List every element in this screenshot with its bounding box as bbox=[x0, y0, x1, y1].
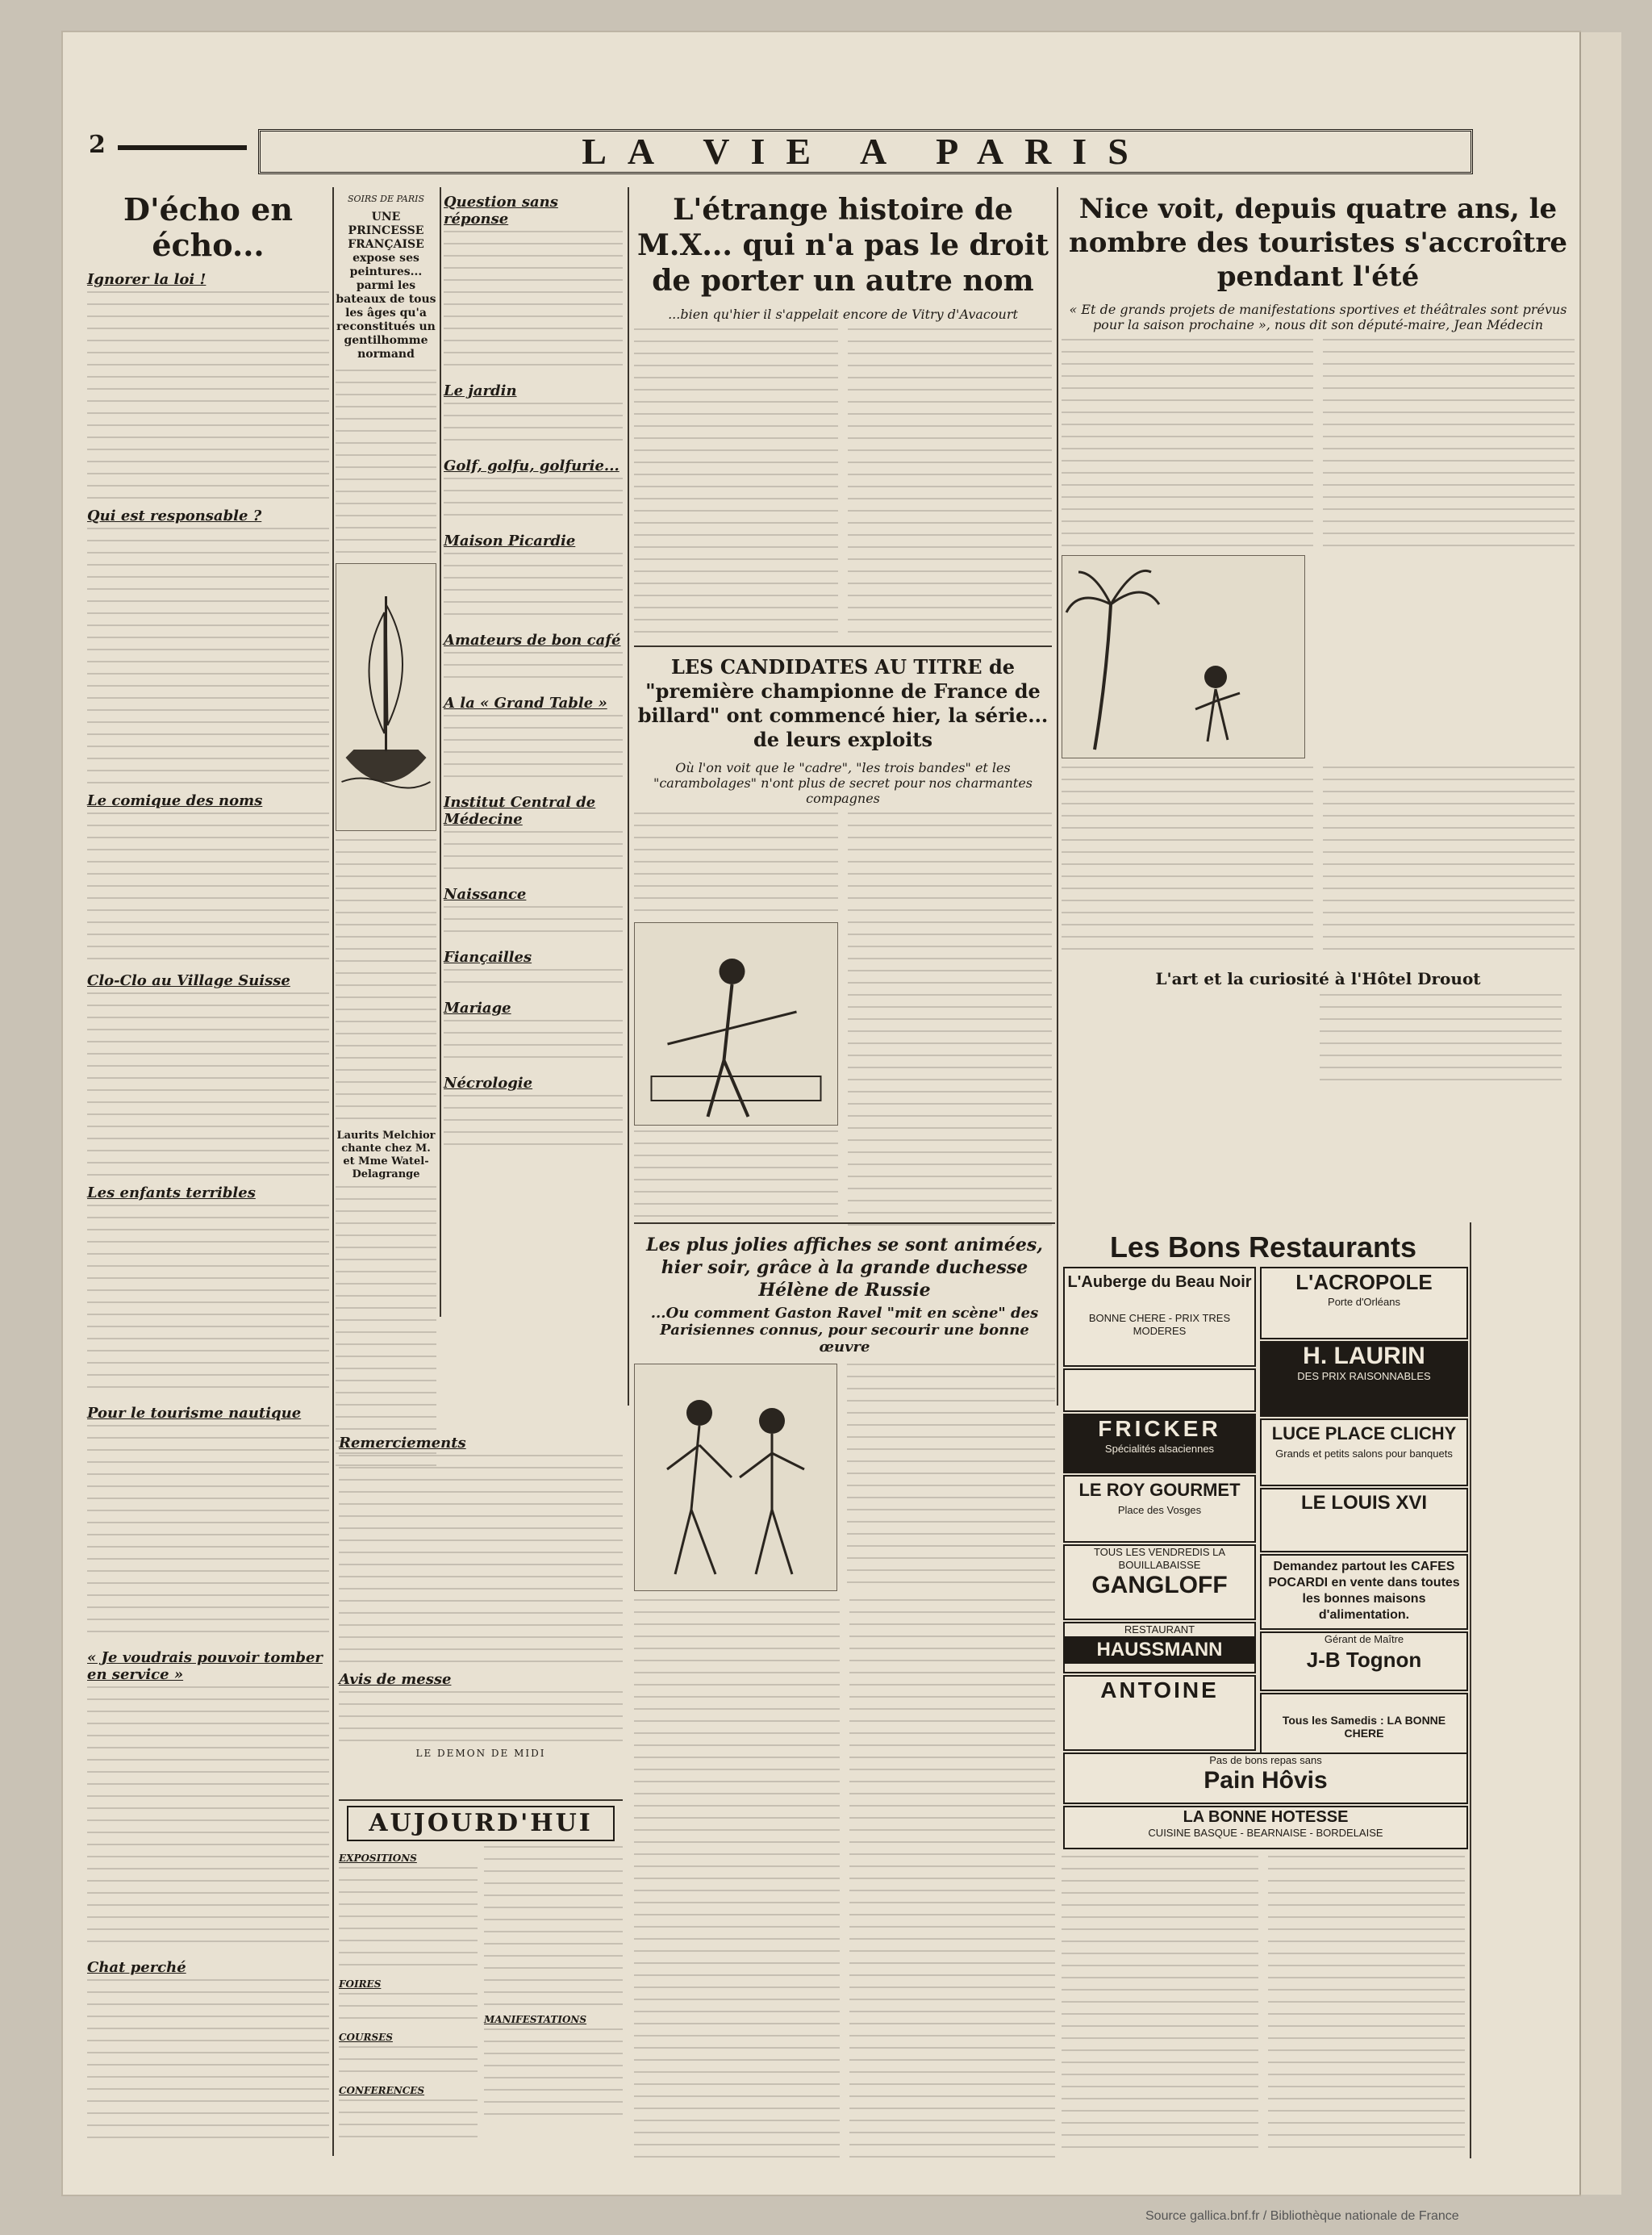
article-body bbox=[336, 370, 436, 555]
kicker: « Et de grands projets de manifestations sportives et théâtrales sont prévus pour la saison prochaine », nous dit son député-maire, Jean Médecin bbox=[1069, 302, 1567, 332]
article-body bbox=[87, 992, 329, 1178]
section-title: AUJOURD'HUI bbox=[347, 1806, 615, 1841]
soirs-de-paris-article bbox=[446, 190, 624, 1199]
article-body bbox=[87, 813, 329, 966]
section-heading: Qui est responsable ? bbox=[87, 508, 262, 524]
section-heading: Maison Picardie bbox=[444, 533, 576, 549]
article-title: D'écho en écho... bbox=[123, 191, 293, 263]
ad-fricker: FRICKER Spécialités alsaciennes bbox=[1063, 1414, 1256, 1473]
ad-luce: LUCE PLACE CLICHY Grands et petits salons pour banquets bbox=[1260, 1418, 1468, 1486]
section-heading: FOIRES bbox=[339, 1978, 382, 1990]
column-rule bbox=[1470, 1222, 1471, 2158]
header-rule bbox=[118, 145, 247, 150]
article-body bbox=[848, 328, 1052, 643]
section-heading: Ignorer la loi ! bbox=[87, 271, 206, 288]
ad-pocardi: Demandez partout les CAFES POCARDI en vente dans toutes les bonnes maisons d'alimentation. bbox=[1260, 1554, 1468, 1630]
dancing-figures-icon bbox=[635, 1364, 836, 1590]
section-heading: Nécrologie bbox=[444, 1075, 533, 1092]
article-body bbox=[484, 2028, 623, 2117]
column-notes-lower bbox=[339, 1428, 623, 1791]
article-body bbox=[484, 1846, 623, 2007]
kicker: ...bien qu'hier il s'appelait encore de Vitry d'Avacourt bbox=[668, 307, 1018, 322]
ad-louis-xvi: LE LOUIS XVI bbox=[1260, 1488, 1468, 1552]
signature: LE DEMON DE MIDI bbox=[415, 1748, 546, 1759]
masthead: LA VIE A PARIS bbox=[258, 129, 1473, 174]
article-body bbox=[339, 1993, 478, 2025]
ad-acropole: L'ACROPOLE Porte d'Orléans bbox=[1260, 1267, 1468, 1339]
article-body bbox=[339, 2046, 478, 2078]
article-body bbox=[1062, 767, 1313, 952]
column-rule bbox=[440, 187, 441, 1317]
article-title: Nice voit, depuis quatre ans, le nombre des touristes s'accroître pendant l'été bbox=[1068, 193, 1568, 293]
section-heading: EXPOSITIONS bbox=[339, 1853, 417, 1864]
kicker: Où l'on voit que le "cadre", "les trois bandes" et les "carambolages" n'ont plus de secret pour nos charmantes compagnes bbox=[653, 760, 1033, 806]
ad-laurin: H. LAURIN DES PRIX RAISONNABLES bbox=[1260, 1341, 1468, 1417]
article-body bbox=[634, 1130, 838, 1227]
section-heading: L'art et la curiosité à l'Hôtel Drouot bbox=[1155, 969, 1481, 988]
article-title: LES CANDIDATES AU TITRE de "première championne de France de billard" ont commencé hier, la série... de leurs exploits bbox=[637, 655, 1049, 751]
section-heading: Avis de messe bbox=[339, 1671, 452, 1688]
section-heading: « Je voudrais pouvoir tomber en service » bbox=[87, 1649, 323, 1683]
column-rule bbox=[1057, 187, 1058, 1406]
column-rule bbox=[628, 187, 629, 1406]
section-heading: COURSES bbox=[339, 2032, 393, 2043]
section-heading: CONFERENCES bbox=[339, 2085, 425, 2096]
billiard-article bbox=[634, 645, 1052, 1220]
article-body bbox=[1062, 1856, 1258, 2154]
billiard-illustration bbox=[634, 922, 838, 1126]
ad-antoine: ANTOINE bbox=[1063, 1675, 1256, 1751]
section-heading: Laurits Melchior chante chez M. et Mme Watel-Delagrange bbox=[336, 1130, 436, 1180]
next-page-edge bbox=[1579, 32, 1621, 2195]
section-heading: Chat perché bbox=[87, 1959, 186, 1976]
section-heading: Naissance bbox=[444, 886, 527, 903]
section-heading: Amateurs de bon café bbox=[444, 632, 621, 649]
source-credit: Source gallica.bnf.fr / Bibliothèque nationale de France bbox=[1145, 2209, 1459, 2223]
posters-article bbox=[634, 1222, 1055, 2160]
palm-tree-icon bbox=[1062, 556, 1304, 758]
ad-bonne-chere: Tous les Samedis : LA BONNE CHERE bbox=[1260, 1693, 1468, 1754]
kicker: ...Ou comment Gaston Ravel "mit en scène" des Parisiennes connus, pour secourir une bonne œuvre bbox=[650, 1305, 1039, 1356]
poster-illustration bbox=[634, 1364, 837, 1591]
section-heading: Le jardin bbox=[444, 382, 517, 399]
article-body bbox=[336, 839, 436, 1130]
article-body bbox=[339, 1867, 478, 1972]
article-body bbox=[87, 1425, 329, 1643]
section-heading: Les enfants terribles bbox=[87, 1184, 256, 1201]
article-body bbox=[1323, 339, 1575, 549]
kicker: SOIRS DE PARIS bbox=[347, 194, 425, 204]
page-number: 2 bbox=[89, 131, 106, 159]
article-title: Les plus jolies affiches se sont animées, hier soir, grâce à la grande duchesse Hélène de Russie bbox=[646, 1234, 1043, 1301]
article-body bbox=[634, 1599, 840, 2164]
section-heading: Question sans réponse bbox=[444, 194, 558, 228]
ad-gangloff: TOUS LES VENDREDIS LA BOUILLABAISSE GANGLOFF bbox=[1063, 1544, 1256, 1620]
article-title: L'étrange histoire de M.X... qui n'a pas le droit de porter un autre nom bbox=[637, 193, 1049, 298]
today-section bbox=[339, 1799, 623, 2156]
ad-bonne-hotesse: LA BONNE HOTESSE CUISINE BASQUE - BEARNAISE - BORDELAISE bbox=[1063, 1806, 1468, 1849]
section-heading: Remerciements bbox=[339, 1435, 466, 1452]
article-body bbox=[339, 1455, 623, 1665]
article-body bbox=[1320, 994, 1562, 1083]
column-rule bbox=[332, 187, 334, 2156]
section-heading: A la « Grand Table » bbox=[444, 695, 607, 712]
section-heading: Mariage bbox=[444, 1000, 511, 1017]
article-body bbox=[87, 1979, 329, 2141]
ad-beau-noir: L'Auberge du Beau Noir BONNE CHERE - PRIX TRES MODERES bbox=[1063, 1267, 1256, 1367]
article-body bbox=[634, 328, 838, 643]
ad-pain-hovis: Pas de bons repas sans Pain Hôvis bbox=[1063, 1752, 1468, 1804]
article-body bbox=[1268, 1856, 1465, 2154]
page-header bbox=[89, 129, 1541, 179]
section-heading: Le comique des noms bbox=[87, 792, 263, 809]
section-heading: Fiançailles bbox=[444, 949, 532, 966]
article-title: UNE PRINCESSE FRANÇAISE expose ses peintures... parmi les bateaux de tous les âges qu'a reconstitués un gentilhomme normand bbox=[336, 211, 436, 361]
article-body bbox=[1323, 767, 1575, 952]
article-body bbox=[87, 291, 329, 501]
strange-story-article bbox=[634, 187, 1052, 639]
section-heading: MANIFESTATIONS bbox=[484, 2014, 587, 2025]
ship-illustration bbox=[336, 563, 436, 831]
article-body bbox=[848, 813, 1052, 1232]
ad-oceanic bbox=[1063, 1368, 1256, 1412]
section-title: Les Bons Restaurants bbox=[1109, 1230, 1417, 1264]
column-echo bbox=[87, 187, 329, 2156]
sailing-ship-icon bbox=[336, 564, 436, 830]
soirs-column bbox=[336, 190, 436, 1393]
ad-haussmann: RESTAURANT HAUSSMANN bbox=[1063, 1622, 1256, 1673]
article-body bbox=[1062, 339, 1313, 549]
article-body bbox=[87, 1205, 329, 1398]
article-body bbox=[847, 1364, 1055, 1590]
beach-illustration bbox=[1062, 555, 1305, 758]
article-body bbox=[339, 1691, 623, 1748]
article-body bbox=[634, 813, 838, 917]
article-body bbox=[87, 1686, 329, 1953]
article-body bbox=[336, 1186, 436, 1477]
article-body bbox=[87, 528, 329, 786]
ad-tognon: Gérant de Maître J-B Tognon bbox=[1260, 1631, 1468, 1691]
article-body bbox=[339, 2099, 478, 2140]
nice-article bbox=[1062, 187, 1575, 1212]
section-heading: Institut Central de Médecine bbox=[444, 794, 596, 828]
section-heading: Golf, golfu, golfurie... bbox=[444, 457, 620, 474]
ad-roy-gourmet: LE ROY GOURMET Place des Vosges bbox=[1063, 1475, 1256, 1543]
section-heading: Clo-Clo au Village Suisse bbox=[87, 972, 290, 989]
billiard-player-icon bbox=[635, 923, 837, 1125]
article-body bbox=[849, 1599, 1055, 2164]
section-heading: Pour le tourisme nautique bbox=[87, 1405, 302, 1422]
